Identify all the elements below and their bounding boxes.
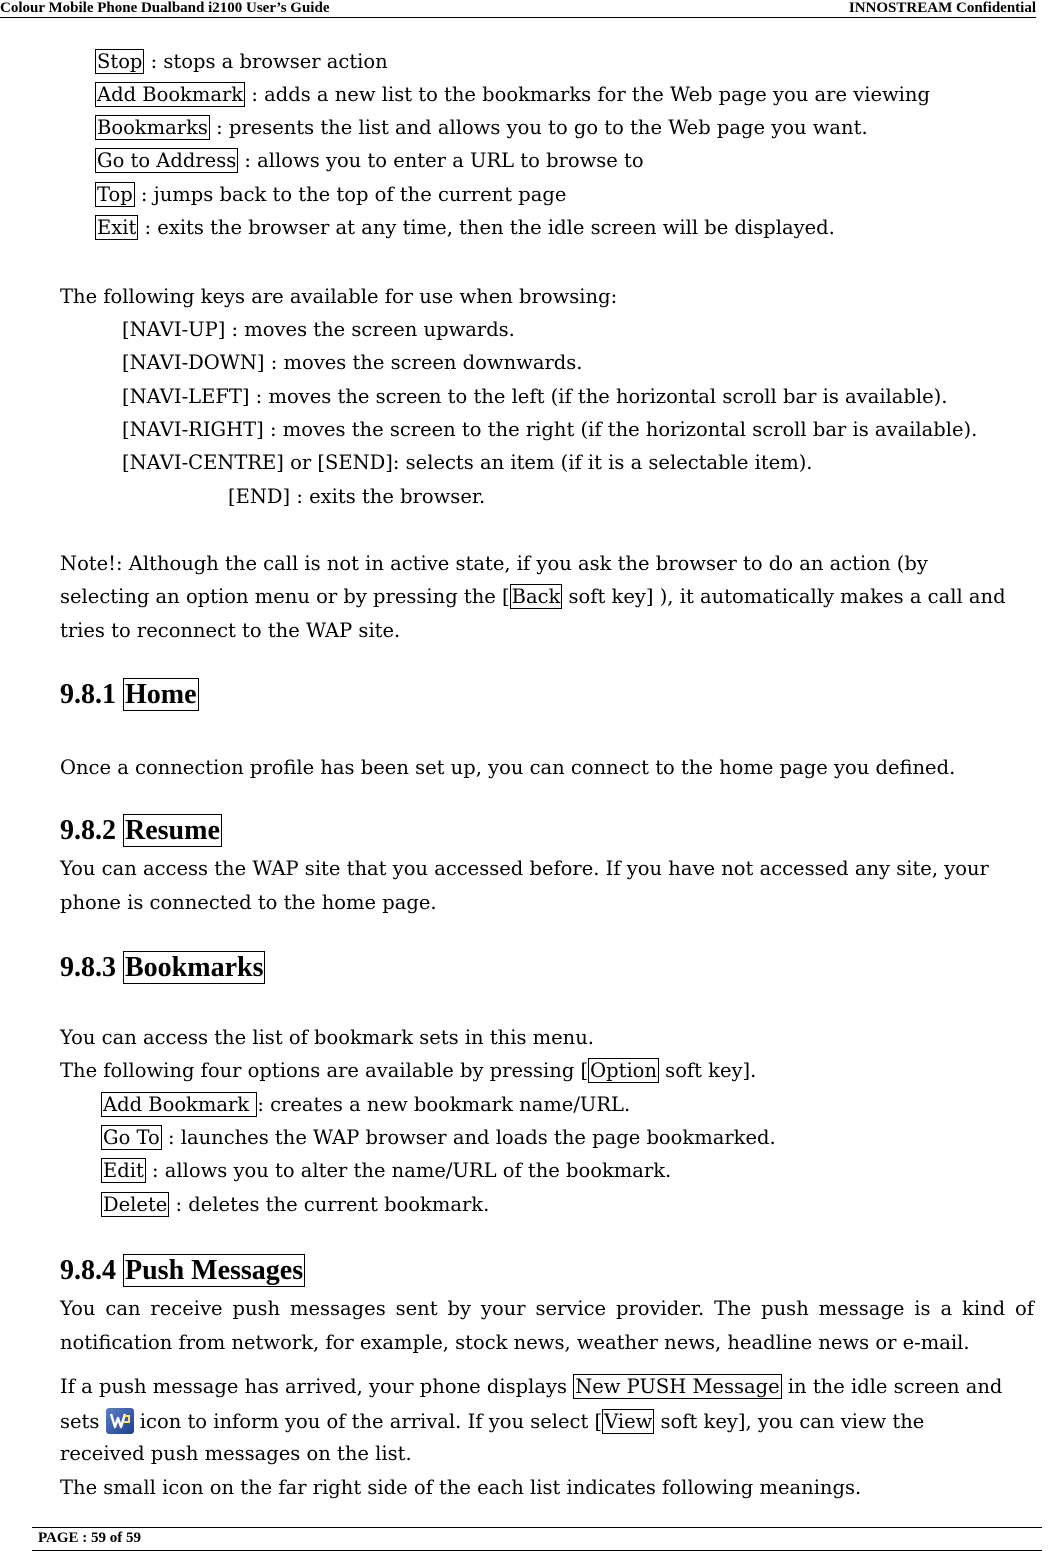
- push-line-6: The small icon on the far right side of the each list indicates following meanings.: [60, 1476, 862, 1499]
- key-desc: : moves the screen to the right (if the horizontal scroll bar is available).: [263, 418, 978, 441]
- browser-option-top: [95, 183, 566, 207]
- option-desc: : launches the WAP browser and loads the page bookmarked.: [161, 1126, 776, 1149]
- header-confidential: INNOSTREAM Confidential: [848, 0, 1036, 16]
- option-key: Exit: [97, 216, 137, 239]
- option-key: Add Bookmark: [103, 1093, 256, 1116]
- key-desc: : moves the screen upwards.: [225, 318, 515, 341]
- key-label-send: [SEND]: [317, 451, 393, 474]
- page-footer: [32, 1527, 1042, 1551]
- key-desc: : moves the screen downwards.: [264, 351, 583, 374]
- option-key: Edit: [103, 1159, 144, 1182]
- bookmark-option-go-to: [101, 1126, 776, 1150]
- browser-option-add-bookmark: [95, 83, 930, 107]
- key-navi-up: [122, 318, 515, 342]
- option-desc: : allows you to alter the name/URL of the bookmark.: [145, 1159, 672, 1182]
- note-label: Note!:: [60, 552, 123, 575]
- option-desc: : creates a new bookmark name/URL.: [257, 1093, 631, 1116]
- section-resume-heading: 9.8.2 Resume: [60, 815, 220, 846]
- key-navi-left: [122, 385, 948, 409]
- key-navi-centre: [122, 451, 813, 475]
- key-label: [NAVI-RIGHT]: [122, 418, 264, 441]
- bookmark-option-add: [101, 1093, 630, 1117]
- keys-intro: The following keys are available for use when browsing:: [60, 285, 618, 308]
- bookmarks-line-2: The following four options are available by pressing [ Option soft key].: [60, 1059, 757, 1082]
- section-title: Push Messages: [125, 1255, 304, 1286]
- note-line-2: selecting an option menu or by pressing the [ Back soft key] ), it automatically makes a call and: [60, 585, 1006, 608]
- option-desc: : adds a new list to the bookmarks for the Web page you are viewing: [245, 83, 930, 106]
- option-key: Go to Address: [97, 149, 237, 172]
- key-desc: : moves the screen to the left (if the horizontal scroll bar is available).: [249, 385, 948, 408]
- key-end: [228, 485, 485, 509]
- bookmark-option-edit: [101, 1159, 671, 1183]
- page-number: PAGE : 59 of 59: [38, 1530, 142, 1546]
- new-push-message-label: New PUSH Message: [575, 1375, 780, 1398]
- key-navi-down: [122, 351, 582, 375]
- option-desc: : allows you to enter a URL to browse to: [238, 149, 644, 172]
- section-title: Resume: [125, 815, 220, 846]
- push-line-5: received push messages on the list.: [60, 1442, 412, 1465]
- push-line-3: If a push message has arrived, your phone displays New PUSH Message in the idle screen and: [60, 1375, 1003, 1398]
- note-line-3: tries to reconnect to the WAP site.: [60, 619, 401, 642]
- option-desc: : stops a browser action: [144, 50, 388, 73]
- resume-line-2: phone is connected to the home page.: [60, 891, 437, 914]
- section-push-heading: 9.8.4 Push Messages: [60, 1255, 304, 1286]
- push-line-4: sets icon to inform you of the arrival. If you select [ View soft key], you can view the: [60, 1410, 925, 1433]
- option-key: Add Bookmark: [97, 83, 244, 106]
- section-home-heading: 9.8.1 Home: [60, 679, 197, 710]
- option-key: Go To: [103, 1126, 160, 1149]
- bookmarks-line-1: You can access the list of bookmark sets in this menu.: [60, 1026, 595, 1049]
- key-label: [NAVI-DOWN]: [122, 351, 265, 374]
- section-title: Bookmarks: [125, 952, 264, 983]
- option-key: Option: [590, 1059, 657, 1082]
- page-header: [0, 0, 1036, 18]
- back-key: Back: [511, 585, 561, 608]
- option-key: Stop: [97, 50, 143, 73]
- section-bookmarks-heading: 9.8.3 Bookmarks: [60, 952, 264, 983]
- header-title: Colour Mobile Phone Dualband i2100 User’s Guide: [0, 0, 330, 16]
- browser-option-go-to-address: [95, 149, 644, 173]
- browser-option-bookmarks: [95, 116, 868, 140]
- option-desc: : exits the browser at any time, then the idle screen will be displayed.: [138, 216, 835, 239]
- key-label: [END]: [228, 485, 291, 508]
- key-connector: or: [283, 451, 318, 474]
- browser-option-exit: [95, 216, 835, 240]
- key-label: [NAVI-CENTRE]: [122, 451, 284, 474]
- key-navi-right: [122, 418, 977, 442]
- key-desc: : exits the browser.: [290, 485, 486, 508]
- view-key: View: [604, 1410, 653, 1433]
- resume-line-1: You can access the WAP site that you accessed before. If you have not accessed any site, your: [60, 857, 989, 880]
- push-message-icon: [106, 1408, 134, 1434]
- push-line-2: notification from network, for example, stock news, weather news, headline news or e-mail.: [60, 1331, 970, 1354]
- note-line-1: Note!: Although the call is not in active state, if you ask the browser to do an action (by: [60, 552, 928, 575]
- section-title: Home: [125, 679, 197, 710]
- home-text: Once a connection profile has been set up, you can connect to the home page you defined.: [60, 756, 956, 779]
- push-line-1: You can receive push messages sent by your service provider. The push message is a kind of: [60, 1297, 1034, 1320]
- option-key: Bookmarks: [97, 116, 208, 139]
- key-label: [NAVI-UP]: [122, 318, 226, 341]
- key-label: [NAVI-LEFT]: [122, 385, 250, 408]
- bookmark-option-delete: [101, 1193, 489, 1217]
- option-desc: : jumps back to the top of the current page: [134, 183, 567, 206]
- key-desc: : selects an item (if it is a selectable item).: [392, 451, 813, 474]
- option-desc: : presents the list and allows you to go to the Web page you want.: [209, 116, 868, 139]
- browser-option-stop: [95, 50, 388, 74]
- option-desc: : deletes the current bookmark.: [169, 1193, 490, 1216]
- option-key: Delete: [103, 1193, 168, 1216]
- option-key: Top: [97, 183, 133, 206]
